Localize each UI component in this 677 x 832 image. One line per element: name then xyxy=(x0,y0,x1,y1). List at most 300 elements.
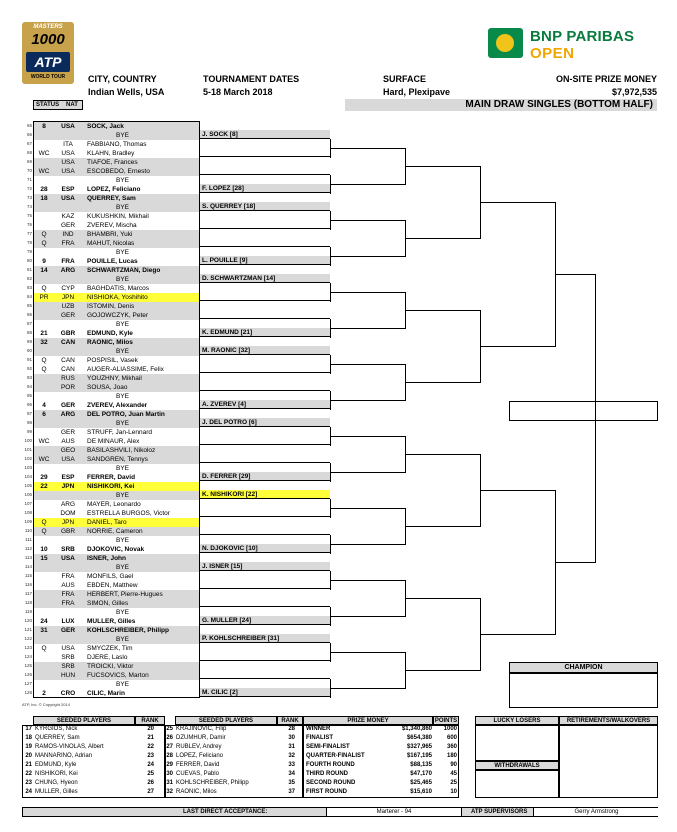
player-nation: GER xyxy=(60,429,76,436)
player-name: POSPISIL, Vasek xyxy=(87,357,138,364)
bracket-line xyxy=(330,544,405,545)
bracket-line xyxy=(405,310,480,311)
player-status: Q xyxy=(41,357,47,364)
bracket-line xyxy=(330,220,405,221)
bye-label: BYE xyxy=(116,681,130,688)
round2-slot xyxy=(200,382,330,391)
draw-position-number: 116 xyxy=(24,582,32,587)
bracket-line xyxy=(480,346,555,347)
bye-label: BYE xyxy=(116,609,130,616)
retirements-box xyxy=(559,725,658,798)
dates-label: TOURNAMENT DATES xyxy=(203,74,300,84)
lucky-losers-header: LUCKY LOSERS xyxy=(475,716,559,725)
seed-player-name: LOPEZ, Feliciano xyxy=(176,753,224,759)
player-row xyxy=(34,617,199,626)
draw-position-number: 72 xyxy=(26,186,32,191)
player-row-bye xyxy=(34,248,199,257)
bnp-paribas-logo-icon xyxy=(488,28,523,58)
player-nation: POR xyxy=(60,384,76,391)
draw-position-number: 70 xyxy=(26,168,32,173)
prize-points: 90 xyxy=(450,762,457,768)
player-nation: RUS xyxy=(61,375,75,382)
player-row xyxy=(34,338,199,347)
prize-points: 10 xyxy=(450,789,457,795)
round2-slot xyxy=(200,292,330,301)
seed-number: 18 xyxy=(25,735,32,741)
draw-position-number: 94 xyxy=(26,384,32,389)
round2-slot xyxy=(200,310,330,319)
round2-slot: K. NISHIKORI [22] xyxy=(200,490,330,499)
player-row xyxy=(34,185,199,194)
round2-slot: S. QUERREY [18] xyxy=(200,202,330,211)
player-nation: ARG xyxy=(60,267,76,274)
bracket-line xyxy=(330,184,405,185)
prize-value: $7,972,535 xyxy=(611,87,657,97)
player-nation: GER xyxy=(60,627,76,634)
draw-position-number: 109 xyxy=(24,519,32,524)
bracket-line xyxy=(480,202,555,203)
player-status: 22 xyxy=(40,483,48,490)
footer-bar xyxy=(22,807,658,817)
player-nation: LUX xyxy=(61,618,75,625)
player-name: ESTRELLA BURGOS, Victor xyxy=(87,510,170,517)
player-status: 9 xyxy=(42,258,46,265)
player-row-bye xyxy=(34,635,199,644)
player-status: 28 xyxy=(40,186,48,193)
player-row-bye xyxy=(34,275,199,284)
seed-number: 23 xyxy=(25,780,32,786)
round2-slot xyxy=(200,652,330,661)
player-row xyxy=(34,212,199,221)
logo-masters-text: MASTERS xyxy=(33,24,63,30)
withdrawals-header: WITHDRAWALS xyxy=(475,761,559,770)
prize-round: FIRST ROUND xyxy=(306,789,347,795)
prize-amount: $25,465 xyxy=(410,780,432,786)
round2-slot: A. ZVEREV [4] xyxy=(200,400,330,409)
bracket-line xyxy=(405,166,480,167)
seed-player-name: CUEVAS, Pablo xyxy=(176,771,219,777)
round2-slot xyxy=(200,166,330,175)
player-row xyxy=(34,284,199,293)
player-nation: HUN xyxy=(60,672,76,679)
prize-round: FOURTH ROUND xyxy=(306,762,355,768)
draw-position-number: 106 xyxy=(24,492,32,497)
player-nation: USA xyxy=(61,159,75,166)
draw-position-number: 125 xyxy=(24,663,32,668)
seed-number: 25 xyxy=(166,726,173,732)
prize-amount: $327,965 xyxy=(406,744,432,750)
player-nation: SRB xyxy=(61,663,75,670)
logo-worldtour-text: WORLD TOUR xyxy=(30,74,66,80)
seed-rank: 20 xyxy=(147,726,154,732)
player-name: FUCSOVICS, Marton xyxy=(87,672,149,679)
draw-position-number: 95 xyxy=(26,393,32,398)
player-name: RAONIC, Milos xyxy=(87,339,133,346)
bye-label: BYE xyxy=(116,564,130,571)
seed-rank: 27 xyxy=(147,789,154,795)
player-name: YOUZHNY, Mikhail xyxy=(87,375,142,382)
draw-position-number: 90 xyxy=(26,348,32,353)
seed-rank: 21 xyxy=(147,735,154,741)
seed-player-name: KRAJINOVIC, Filip xyxy=(176,726,227,732)
supervisor-value: Gerry Armstrong xyxy=(533,808,659,816)
player-row xyxy=(34,545,199,554)
player-row-bye xyxy=(34,176,199,185)
bracket-line xyxy=(405,382,480,383)
player-row xyxy=(34,671,199,680)
draw-position-number: 117 xyxy=(24,591,32,596)
bracket-line xyxy=(330,436,405,437)
player-name: ESCOBEDO, Ernesto xyxy=(87,168,150,175)
player-row-bye xyxy=(34,563,199,572)
round2-slot xyxy=(200,436,330,445)
draw-position-number: 127 xyxy=(24,681,32,686)
draw-position-number: 101 xyxy=(24,447,32,452)
bracket-line xyxy=(555,274,595,275)
player-row xyxy=(34,311,199,320)
player-nation: GER xyxy=(60,222,76,229)
player-nation: KAZ xyxy=(61,213,75,220)
draw-position-number: 86 xyxy=(26,312,32,317)
player-name: TROICKI, Viktor xyxy=(87,663,134,670)
round2-slot: J. SOCK [8] xyxy=(200,130,330,139)
round2-slot xyxy=(200,508,330,517)
player-row-bye xyxy=(34,536,199,545)
prize-round: SECOND ROUND xyxy=(306,780,356,786)
player-row xyxy=(34,572,199,581)
seeded-players-header-left: SEEDED PLAYERS xyxy=(33,716,135,725)
sponsor-name: BNP PARIBAS xyxy=(530,28,635,45)
seed-player-name: RAONIC, Milos xyxy=(176,789,217,795)
supervisor-label: ATP SUPERVISORS xyxy=(471,809,528,815)
player-status: Q xyxy=(41,240,47,247)
draw-position-number: 88 xyxy=(26,330,32,335)
prize-amount: $654,380 xyxy=(406,735,432,741)
player-row xyxy=(34,437,199,446)
player-name: NORRIE, Cameron xyxy=(87,528,143,535)
prize-points: 45 xyxy=(450,771,457,777)
draw-position-number: 121 xyxy=(24,627,32,632)
draw-position-number: 128 xyxy=(24,690,32,695)
player-name: SCHWARTZMAN, Diego xyxy=(87,267,161,274)
player-name: ISNER, John xyxy=(87,555,127,562)
player-row xyxy=(34,221,199,230)
draw-position-number: 120 xyxy=(24,618,32,623)
player-name: DE MINAUR, Alex xyxy=(87,438,140,445)
draw-position-number: 65 xyxy=(26,123,32,128)
player-name: ZVEREV, Alexander xyxy=(87,402,148,409)
player-name: BASILASHVILI, Nikoloz xyxy=(87,447,156,454)
bracket-line xyxy=(330,148,405,149)
player-row xyxy=(34,194,199,203)
player-row xyxy=(34,410,199,419)
seed-player-name: FERRER, David xyxy=(176,762,220,768)
player-row xyxy=(34,239,199,248)
prize-amount: $1,340,860 xyxy=(401,726,432,732)
seed-player-name: KYRGIOS, Nick xyxy=(35,726,78,732)
atp-masters-logo xyxy=(22,22,74,84)
draw-position-number: 99 xyxy=(26,429,32,434)
draw-position-number: 119 xyxy=(24,609,32,614)
player-status: 2 xyxy=(42,690,46,697)
player-row xyxy=(34,509,199,518)
seed-number: 26 xyxy=(166,735,173,741)
draw-position-number: 74 xyxy=(26,204,32,209)
draw-position-number: 66 xyxy=(26,132,32,137)
player-row-bye xyxy=(34,419,199,428)
player-row xyxy=(34,149,199,158)
draw-position-number: 98 xyxy=(26,420,32,425)
player-nation: CAN xyxy=(61,357,75,364)
player-nation: ARG xyxy=(60,501,76,508)
player-nation: CAN xyxy=(61,366,75,373)
player-status: 24 xyxy=(40,618,48,625)
bye-label: BYE xyxy=(116,537,130,544)
bracket-line xyxy=(405,598,480,599)
prize-round: SEMI-FINALIST xyxy=(306,744,350,750)
draw-position-number: 107 xyxy=(24,501,32,506)
round2-slot: K. EDMUND [21] xyxy=(200,328,330,337)
seeded-players-header-right: SEEDED PLAYERS xyxy=(175,716,277,725)
round2-slot: D. FERRER [29] xyxy=(200,472,330,481)
player-name: FABBIANO, Thomas xyxy=(87,141,147,148)
draw-position-number: 84 xyxy=(26,294,32,299)
seed-number: 17 xyxy=(25,726,32,732)
draw-position-number: 114 xyxy=(24,564,32,569)
player-row xyxy=(34,581,199,590)
bracket-line xyxy=(480,490,555,491)
player-status: 29 xyxy=(40,474,48,481)
bracket-line xyxy=(330,688,405,689)
player-name: MAHUT, Nicolas xyxy=(87,240,135,247)
seed-player-name: QUERREY, Sam xyxy=(35,735,80,741)
player-nation: USA xyxy=(61,456,75,463)
player-row-bye xyxy=(34,608,199,617)
bye-label: BYE xyxy=(116,276,130,283)
bracket-line xyxy=(330,328,405,329)
seed-player-name: MANNARINO, Adrian xyxy=(35,753,93,759)
player-row xyxy=(34,446,199,455)
player-row xyxy=(34,383,199,392)
lucky-losers-box xyxy=(475,725,559,761)
seed-player-name: EDMUND, Kyle xyxy=(35,762,77,768)
champion-slot xyxy=(509,673,658,708)
points-header: POINTS xyxy=(434,718,458,724)
city-label: CITY, COUNTRY xyxy=(88,74,157,84)
prize-points: 1000 xyxy=(443,726,457,732)
draw-position-number: 73 xyxy=(26,195,32,200)
draw-position-number: 103 xyxy=(24,465,32,470)
player-nation: ARG xyxy=(60,411,76,418)
bracket-line xyxy=(330,364,405,365)
player-row xyxy=(34,374,199,383)
seed-number: 28 xyxy=(166,753,173,759)
player-row xyxy=(34,302,199,311)
player-name: POUILLE, Lucas xyxy=(87,258,138,265)
draw-position-number: 91 xyxy=(26,357,32,362)
player-row xyxy=(34,266,199,275)
draw-position-number: 69 xyxy=(26,159,32,164)
seed-player-name: KOHLSCHREIBER, Philipp xyxy=(176,780,249,786)
player-name: KUKUSHKIN, Mikhail xyxy=(87,213,149,220)
round2-slot xyxy=(200,670,330,679)
round2-slot xyxy=(200,598,330,607)
draw-position-number: 112 xyxy=(24,546,32,551)
bye-label: BYE xyxy=(116,492,130,499)
last-direct-acceptance-value: Marterer - 94 xyxy=(326,808,462,816)
draw-position-number: 81 xyxy=(26,267,32,272)
seed-rank: 26 xyxy=(147,780,154,786)
draw-position-number: 108 xyxy=(24,510,32,515)
player-name: SMYCZEK, Tim xyxy=(87,645,133,652)
draw-position-number: 83 xyxy=(26,285,32,290)
seed-rank: 25 xyxy=(147,771,154,777)
prize-amount: $88,135 xyxy=(410,762,432,768)
seed-player-name: RUBLEV, Andrey xyxy=(176,744,222,750)
player-nation: AUS xyxy=(61,438,75,445)
player-row xyxy=(34,428,199,437)
player-nation: CYP xyxy=(61,285,75,292)
draw-position-number: 124 xyxy=(24,654,32,659)
player-status: PR xyxy=(39,294,49,301)
draw-position-number: 118 xyxy=(24,600,32,605)
bye-label: BYE xyxy=(116,348,130,355)
player-row xyxy=(34,257,199,266)
player-nation: GBR xyxy=(60,330,76,337)
player-name: MAYER, Leonardo xyxy=(87,501,141,508)
player-name: EBDEN, Matthew xyxy=(87,582,138,589)
player-nation: FRA xyxy=(61,258,75,265)
draw-position-number: 122 xyxy=(24,636,32,641)
player-nation: ESP xyxy=(61,474,75,481)
bracket-line xyxy=(330,400,405,401)
player-nation: USA xyxy=(61,195,75,202)
seed-number: 29 xyxy=(166,762,173,768)
player-row xyxy=(34,230,199,239)
player-nation: SRB xyxy=(61,546,75,553)
seed-player-name: DZUMHUR, Damir xyxy=(176,735,226,741)
player-name: MONFILS, Gael xyxy=(87,573,134,580)
player-nation: JPN xyxy=(61,483,75,490)
bye-label: BYE xyxy=(116,393,130,400)
draw-position-number: 111 xyxy=(25,537,32,542)
draw-position-number: 80 xyxy=(26,258,32,263)
round2-slot xyxy=(200,220,330,229)
player-name: CILIC, Marin xyxy=(87,690,125,697)
player-status: Q xyxy=(41,645,47,652)
seed-number: 20 xyxy=(25,753,32,759)
player-row xyxy=(34,140,199,149)
player-status: Q xyxy=(41,528,47,535)
player-nation: GBR xyxy=(60,528,76,535)
player-nation: DOM xyxy=(60,510,76,517)
draw-position-number: 85 xyxy=(26,303,32,308)
draw-position-number: 104 xyxy=(24,474,32,479)
player-status: Q xyxy=(41,285,47,292)
bracket-line xyxy=(405,526,480,527)
player-row xyxy=(34,599,199,608)
retirements-header: RETIREMENTS/WALKOVERS xyxy=(559,716,658,725)
player-nation: USA xyxy=(61,555,75,562)
player-nation: UZB xyxy=(61,303,75,310)
player-nation: USA xyxy=(61,645,75,652)
sponsor-event: OPEN xyxy=(530,45,575,62)
round2-slot xyxy=(200,526,330,535)
player-name: NISHIOKA, Yoshihito xyxy=(87,294,148,301)
seed-number: 24 xyxy=(25,789,32,795)
player-name: SIMON, Gilles xyxy=(87,600,129,607)
bye-label: BYE xyxy=(116,420,130,427)
player-row xyxy=(34,626,199,635)
seed-rank: 30 xyxy=(288,735,295,741)
bracket-line xyxy=(330,508,405,509)
logo-atp-text: ATP xyxy=(26,52,70,72)
round2-slot xyxy=(200,364,330,373)
logo-1000-text: 1000 xyxy=(31,31,65,48)
player-nation: JPN xyxy=(61,519,75,526)
prize-label: ON-SITE PRIZE MONEY xyxy=(555,74,657,84)
draw-position-number: 115 xyxy=(24,573,32,578)
player-status: 21 xyxy=(40,330,48,337)
final-slot xyxy=(509,401,658,421)
seed-rank: 31 xyxy=(288,744,295,750)
player-nation: ESP xyxy=(61,186,75,193)
seed-player-name: MULLER, Gilles xyxy=(35,789,78,795)
player-row xyxy=(34,329,199,338)
seed-rank: 24 xyxy=(147,762,154,768)
draw-position-number: 97 xyxy=(26,411,32,416)
draw-position-number: 96 xyxy=(26,402,32,407)
prize-points: 600 xyxy=(446,735,457,741)
player-name: SOCK, Jack xyxy=(87,123,124,130)
player-status: 6 xyxy=(42,411,46,418)
bracket-line xyxy=(330,652,405,653)
draw-position-number: 67 xyxy=(26,141,32,146)
nat-column-header: NAT xyxy=(66,102,78,108)
player-name: KLAHN, Bradley xyxy=(87,150,135,157)
player-status: WC xyxy=(38,438,50,445)
rank-header-right: RANK xyxy=(277,716,303,725)
prize-round: THIRD ROUND xyxy=(306,771,348,777)
bracket-line xyxy=(330,580,405,581)
player-name: AUGER-ALIASSIME, Felix xyxy=(87,366,164,373)
player-name: KOHLSCHREIBER, Philipp xyxy=(87,627,169,634)
round2-slot: P. KOHLSCHREIBER [31] xyxy=(200,634,330,643)
player-status: 4 xyxy=(42,402,46,409)
player-row xyxy=(34,167,199,176)
seed-player-name: NISHIKORI, Kei xyxy=(35,771,78,777)
player-name: HERBERT, Pierre-Hugues xyxy=(87,591,163,598)
round2-slot: G. MULLER [24] xyxy=(200,616,330,625)
player-nation: ITA xyxy=(63,141,73,148)
prize-amount: $47,170 xyxy=(410,771,432,777)
round2-slot: L. POUILLE [9] xyxy=(200,256,330,265)
draw-position-number: 93 xyxy=(26,375,32,380)
player-row xyxy=(34,482,199,491)
prize-round: FINALIST xyxy=(306,735,333,741)
player-row-bye xyxy=(34,320,199,329)
player-name: SANDGREN, Tennys xyxy=(87,456,148,463)
player-row xyxy=(34,401,199,410)
round2-slot xyxy=(200,238,330,247)
player-nation: USA xyxy=(61,150,75,157)
status-column-header: STATUS xyxy=(36,102,60,108)
player-row-bye xyxy=(34,491,199,500)
player-status: Q xyxy=(41,519,47,526)
player-row-bye xyxy=(34,392,199,401)
draw-title: MAIN DRAW SINGLES (BOTTOM HALF) xyxy=(345,99,657,111)
draw-position-number: 78 xyxy=(26,240,32,245)
